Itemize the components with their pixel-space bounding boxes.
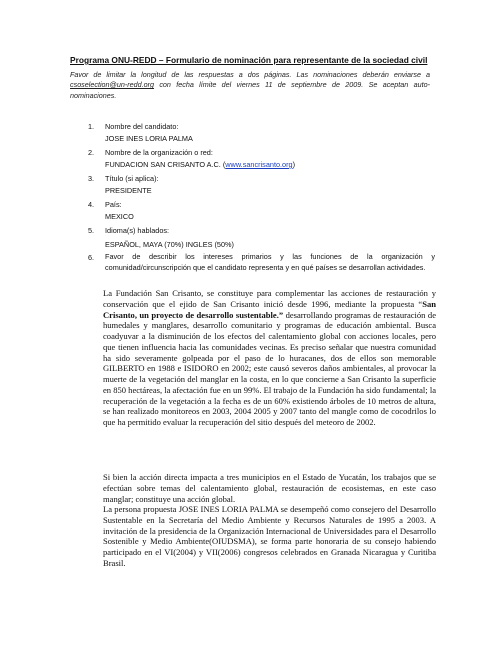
note-text-1: Favor de limitar la longitud de las respuestas a dos páginas. Las nominaciones deberán enviarse a (70, 70, 430, 79)
item-4-number: 4. (88, 200, 95, 209)
p1-text-b: desarrollando programas de restauración de humedales y manglares, desarrollo comunitario y programas de educación ambiental. Busca coadyuvar a la disminución de los efectos del calentamiento global con acciones locales, pero que tienen influencia hacia las comunidades vecinas. Es preciso señalar que nuestra comunidad ha sido severamente golpeada por el paso de lo huracanes, dos de ellos son memorable GILBERTO en 1988 e ISIDORO en 2002; este causó severos daños ambientales, al provocar la muerte de la vegetación del manglar en la costa, en lo que concierne a San Crisanto la superficie en 850 hectáreas, la afectación fue en un 99%. El trabajo de la Fundación ha sido fundamental; la recuperación de la vegetación a la fecha es de un 60% existiendo árboles de 10 metros de altura, se han realizado monitoreos en 2003, 2004 2005 y 2007 tanto del mangle como de cocodrilos lo que ha permitido evaluar la recuperación del sitio después del meteoro de 2002. (103, 309, 436, 427)
website-link[interactable]: www.sancrisanto.org (225, 160, 293, 169)
item-3-answer: PRESIDENTE (105, 186, 152, 195)
item-2-answer (105, 159, 295, 170)
body-paragraph-3: La persona propuesta JOSE INES LORIA PALMA se desempeñó como consejero del Desarrollo Sustentable en la Secretaría del Medio Ambiente y Recursos Naturales de 1995 a 2003. A invitación de la presidencia de la Organización Internacional de Universidades para el Desarrollo Sostenible y Medio Ambiente(OIUDSMA), se forma parte honoraria de su consejo habiendo participado en el VI(2004) y VII(2006) congresos celebrados en Granada Nicaragua y Curitiba Brasil. (103, 504, 436, 568)
item-4-label: País: (105, 200, 122, 209)
item-3-label: Título (si aplica): (105, 174, 159, 183)
item-6-number: 6. (88, 253, 95, 262)
form-title: Programa ONU-REDD – Formulario de nominación para representante de la sociedad civil (70, 55, 428, 65)
email-link[interactable]: csoselection@un-redd.org (70, 80, 155, 90)
item-1-number: 1. (88, 122, 95, 131)
item-3-number: 3. (88, 174, 95, 183)
body-paragraph-1 (103, 288, 436, 428)
body-paragraph-2: Si bien la acción directa impacta a tres municipios en el Estado de Yucatán, los trabajos que se efectúan sobre temas del calentamiento global, restauración de ecosistemas, en este caso manglar; constituye una acción global. (103, 472, 436, 504)
instructions-note (70, 70, 430, 101)
item-2-answer-prefix: FUNDACION SAN CRISANTO A.C. ( (105, 160, 226, 169)
p1-text-a: La Fundación San Crisanto, se constituye para complementar las acciones de restauración y conservación que el ejido de San Crisanto inició desde 1996, mediante la propuesta “ (103, 288, 436, 309)
item-5-number: 5. (88, 226, 95, 235)
item-4-answer: MEXICO (105, 212, 134, 221)
item-1-label: Nombre del candidato: (105, 122, 179, 131)
p1-project-name: San Crisanto, un proyecto de desarrollo sustentable.” (103, 298, 436, 320)
item-1-answer: JOSE INES LORIA PALMA (105, 134, 193, 143)
item-5-answer: ESPAÑOL, MAYA (70%) INGLES (50%) (105, 240, 234, 249)
note-text-2: con fecha límite del viernes 11 de septiembre de 2009. Se aceptan auto-nominaciones. (70, 80, 430, 100)
item-2-answer-suffix: ) (292, 160, 296, 169)
item-5-label: Idioma(s) hablados: (105, 226, 170, 235)
item-6-label: Favor de describir los intereses primarios y las funciones de la organización y comunidad/circunscripción que el candidato representa y en qué países se desarrollan actividades. (105, 252, 435, 272)
item-2-number: 2. (88, 148, 95, 157)
item-2-label: Nombre de la organización o red: (105, 148, 213, 157)
